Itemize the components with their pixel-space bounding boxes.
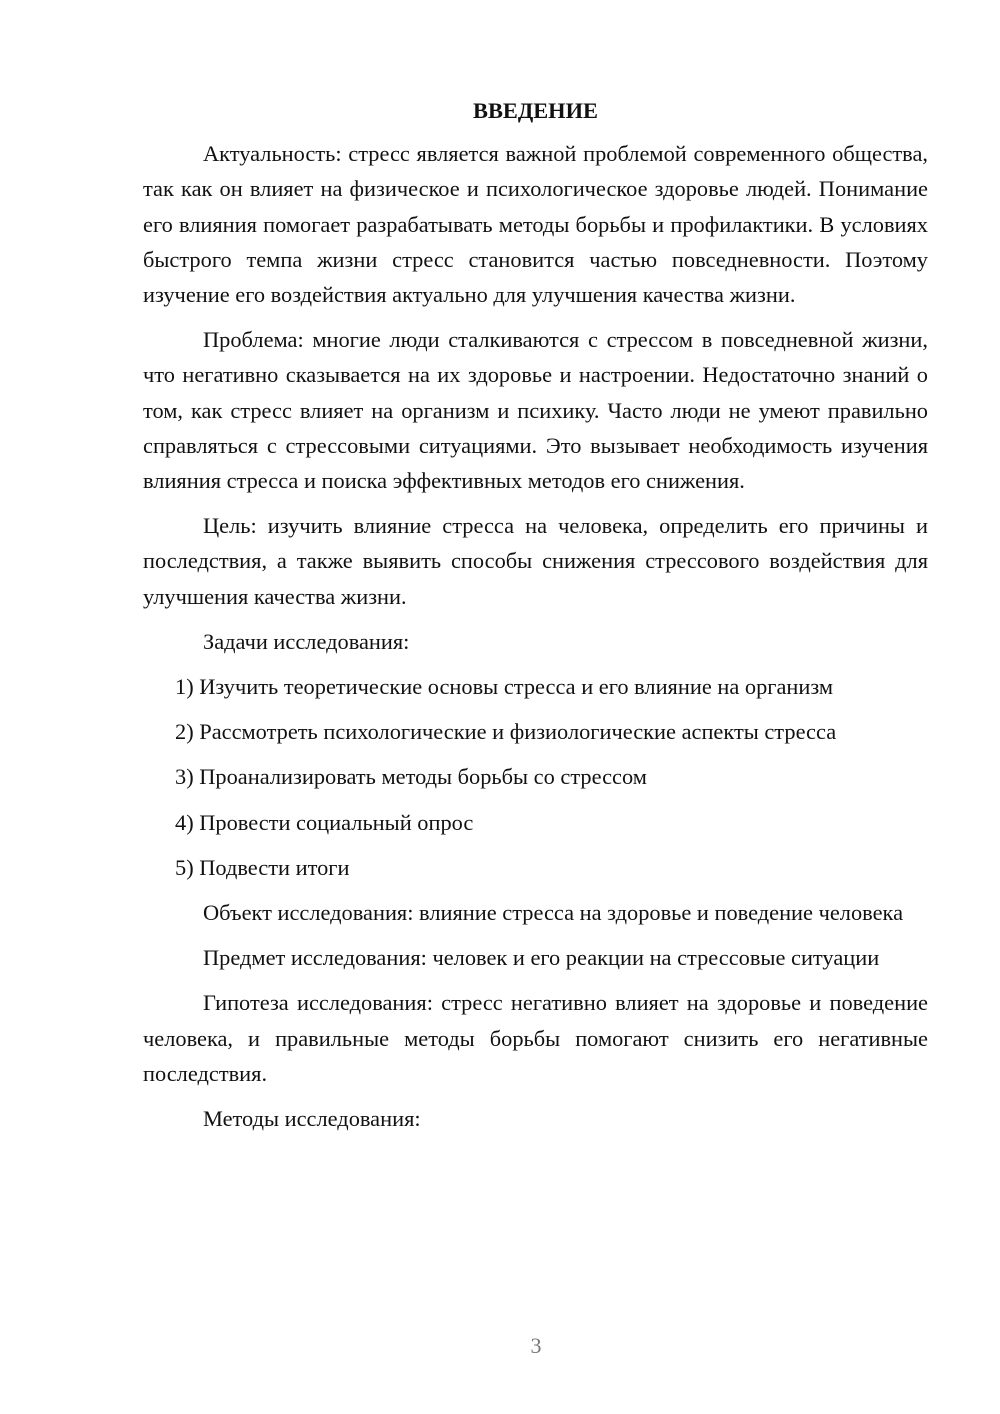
list-item: 4) Провести социальный опрос xyxy=(175,809,474,835)
methods-label: Методы исследования: xyxy=(203,1106,421,1132)
tasks-list xyxy=(143,669,928,885)
document-page xyxy=(143,93,928,1146)
tasks-label: Задачи исследования: xyxy=(203,628,410,654)
list-item: 2) Рассмотреть психологические и физиологические аспекты стресса xyxy=(175,719,837,745)
paragraph-object: Объект исследования: влияние стресса на здоровье и поведение человека xyxy=(203,900,904,926)
list-item: 3) Проанализировать методы борьбы со стрессом xyxy=(175,764,647,790)
paragraph-goal: Цель: изучить влияние стресса на человека, определить его причины и последствия, а также выявить способы снижения стрессового воздействия для улучшения качества жизни. xyxy=(143,513,928,609)
page-title: ВВЕДЕНИЕ xyxy=(473,98,598,123)
page-number: 3 xyxy=(530,1333,542,1358)
list-item: 1) Изучить теоретические основы стресса и его влияние на организм xyxy=(175,674,834,700)
paragraph-relevance: Актуальность: стресс является важной проблемой современного общества, так как он влияет на физическое и психологическое здоровье людей. Понимание его влияния помогает разрабатывать методы борьбы и профилактики. В условиях быстрого темпа жизни стресс становится частью повседневности. Поэтому изучение его воздействия актуально для улучшения качества жизни. xyxy=(143,141,928,308)
paragraph-subject: Предмет исследования: человек и его реакции на стрессовые ситуации xyxy=(203,945,880,971)
paragraph-problem: Проблема: многие люди сталкиваются с стрессом в повседневной жизни, что негативно сказывается на их здоровье и настроении. Недостаточно знаний о том, как стресс влияет на организм и психику. Часто люди не умеют правильно справляться с стрессовыми ситуациями. Это вызывает необходимость изучения влияния стресса и поиска эффективных методов его снижения. xyxy=(143,327,928,494)
paragraph-hypothesis: Гипотеза исследования: стресс негативно влияет на здоровье и поведение человека, и правильные методы борьбы помогают снизить его негативные последствия. xyxy=(143,990,928,1086)
list-item: 5) Подвести итоги xyxy=(175,854,350,880)
